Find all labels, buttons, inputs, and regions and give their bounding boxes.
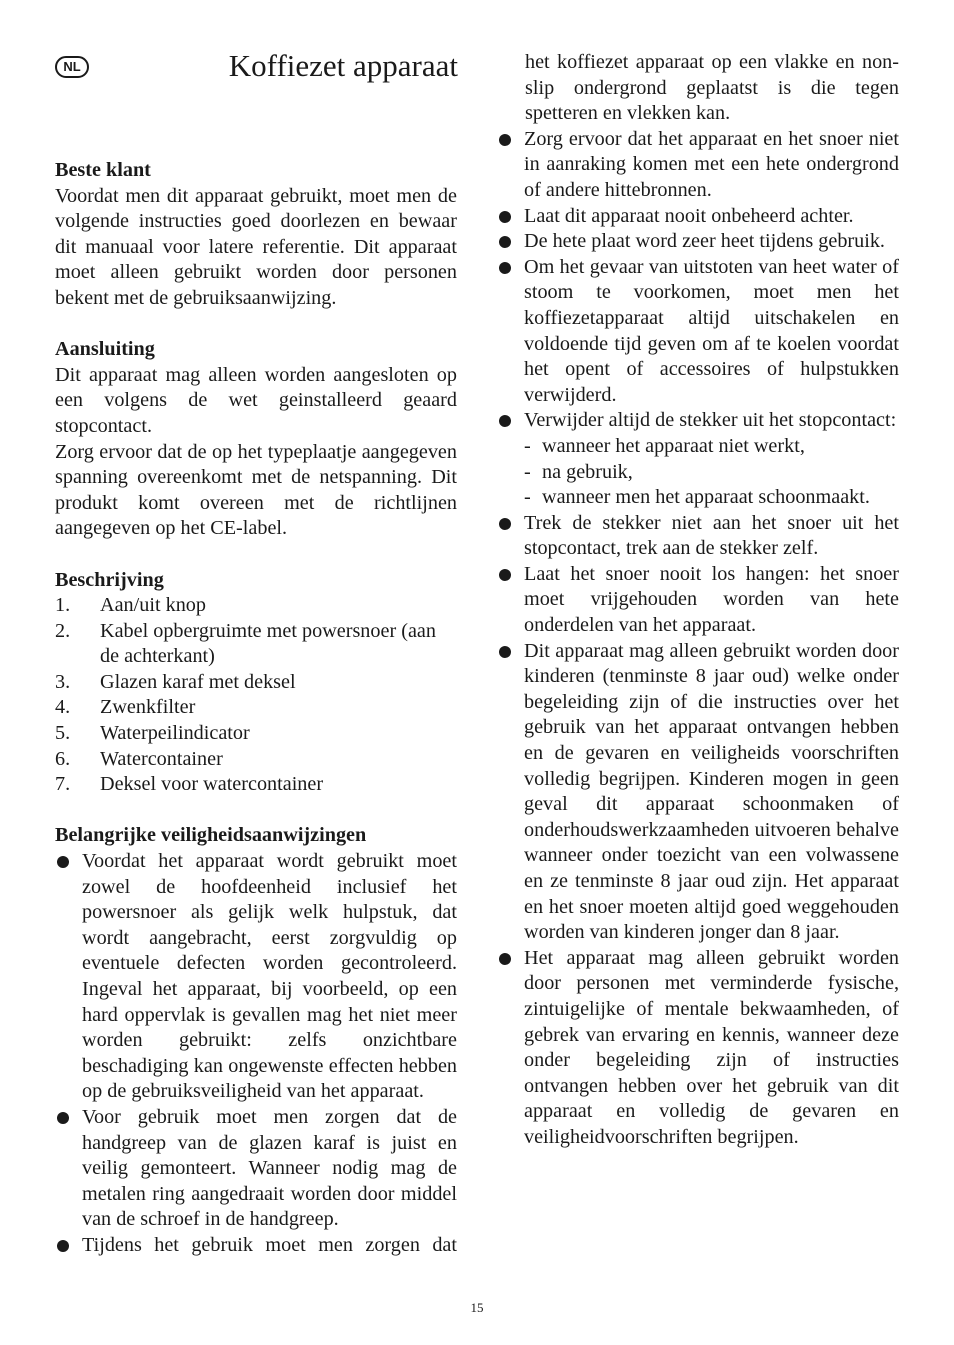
safety-item: Laat dit apparaat nooit onbeheerd achter. [497, 204, 899, 230]
page-title: Koffiezet apparaat [228, 48, 458, 83]
safety-item: Dit apparaat mag alleen gebruikt worden door kinderen (tenminste 8 jaar oud) welke onder begeleiding zijn of die instructies over het gebruik van het apparaat ontvangen hebben en de gevaren en veiligheids voorschriften volledig begrijpen. Kinderen mogen in geen geval dit apparaat schoonmaken of onderhoudswerkzaamheden uitvoeren behalve wanneer onder toezicht van een volwassene en ze tenminste 8 jaar oud zijn. Het apparaat en het snoer moeten altijd goed weggehouden worden van kinderen jonger dan 8 jaar. [497, 639, 899, 946]
list-item: 1. Aan/uit knop [55, 594, 206, 617]
description-list [55, 593, 457, 798]
safety-item: Laat het snoer nooit los hangen: het snoer moet vrijgehouden worden van hete onderdelen van het apparaat. [497, 562, 899, 639]
page-number: 15 [470, 1300, 484, 1315]
safety-item: Voordat het apparaat wordt gebruikt moet zowel de hoofdeenheid inclusief het powersnoer als gelijk welk hulpstuk, dat wordt aangebracht, eerst zorgvuldig op eventuele defecten worden gecontroleerd. Ingeval het apparaat, bij voorbeeld, op een hard oppervlak is gevallen mag het niet meer worden gebruikt: zelfs onzichtbare beschadiging kan ongewenste effecten hebben op de gebruiksveiligheid van het apparaat. [55, 849, 457, 1105]
unplug-item-text: Verwijder altijd de stekker uit het stopcontact: [524, 409, 897, 432]
list-item: - na gebruik, [524, 460, 899, 486]
list-item: - wanneer men het apparaat schoonmaakt. [524, 485, 899, 511]
safety-item: Het apparaat mag alleen gebruikt worden door personen met verminderde fysische, zintuigelijke of mentale bekwaamheden, of gebrek van ervaring en kennis, wanneer deze onder begeleiding zijn of instructies ontvangen hebben over het gebruik van dit apparaat en volledig de gevaren en veiligheidvoorschriften begrijpen. [497, 946, 899, 1151]
list-item: - wanneer het apparaat niet werkt, [524, 434, 899, 460]
safety-item-continuation: het koffiezet apparaat op een vlakke en non-slip ondergrond geplaatst is die tegen spetteren en vlekken kan. [525, 51, 899, 125]
safety-item [497, 408, 899, 510]
safety-list-right [497, 127, 899, 1151]
list-item: 5. Waterpeilindicator [55, 722, 250, 745]
language-badge: NL [55, 56, 89, 78]
list-item: 2. Kabel opbergruimte met powersnoer (aan de achterkant) [55, 619, 436, 668]
connection-text-1: Dit apparaat mag alleen worden aangesloten op een volgens de wet geinstalleerd geaard stopcontact. [55, 363, 457, 437]
list-item: 7. Deksel voor watercontainer [55, 773, 324, 796]
safety-heading: Belangrijke veiligheidsaanwijzingen [55, 824, 367, 847]
safety-item: Voor gebruik moet men zorgen dat de handgreep van de glazen karaf is juist en veilig gemonteert. Wanneer nodig mag de metalen ring aangedraait worden door middel van de schroef in de handgreep. [55, 1105, 457, 1233]
connection-heading: Aansluiting [55, 338, 155, 361]
list-item: 4. Zwenkfilter [55, 696, 196, 719]
safety-item: Om het gevaar van uitstoten van heet water of stoom te voorkomen, moet men het koffiezetapparaat altijd uitschakelen en voldoende tijd geven om af te koelen voordat het opent of accessoires of hulpstukken verwijderd. [497, 255, 899, 409]
description-heading: Beschrijving [55, 568, 164, 591]
safety-list-left [55, 849, 457, 1259]
left-column [55, 50, 457, 1259]
safety-item: Tijdens het gebruik moet men zorgen dat [55, 1233, 457, 1259]
unplug-sublist [524, 434, 899, 511]
intro-text: Voordat men dit apparaat gebruikt, moet men de volgende instructies goed doorlezen en bewaar dit manuaal voor latere referentie. Dit apparaat moet alleen gebruikt worden door personen bekent met de gebruiksaanwijzing. [55, 184, 457, 309]
safety-item: Zorg ervoor dat het apparaat en het snoer niet in aanraking komen met een hete ondergrond of andere hittebronnen. [497, 127, 899, 204]
list-item: 3. Glazen karaf met deksel [55, 670, 296, 693]
right-column [497, 50, 899, 1151]
safety-item: De hete plaat word zeer heet tijdens gebruik. [497, 229, 899, 255]
connection-text-2: Zorg ervoor dat de op het typeplaatje aangegeven spanning overeenkomt met de netspanning. Dit produkt komt overeen met de richtlijnen aangegeven op het CE-label. [55, 440, 457, 540]
list-item: 6. Watercontainer [55, 747, 223, 770]
safety-item: Trek de stekker niet aan het snoer uit het stopcontact, trek aan de stekker zelf. [497, 511, 899, 562]
intro-heading: Beste klant [55, 159, 151, 181]
